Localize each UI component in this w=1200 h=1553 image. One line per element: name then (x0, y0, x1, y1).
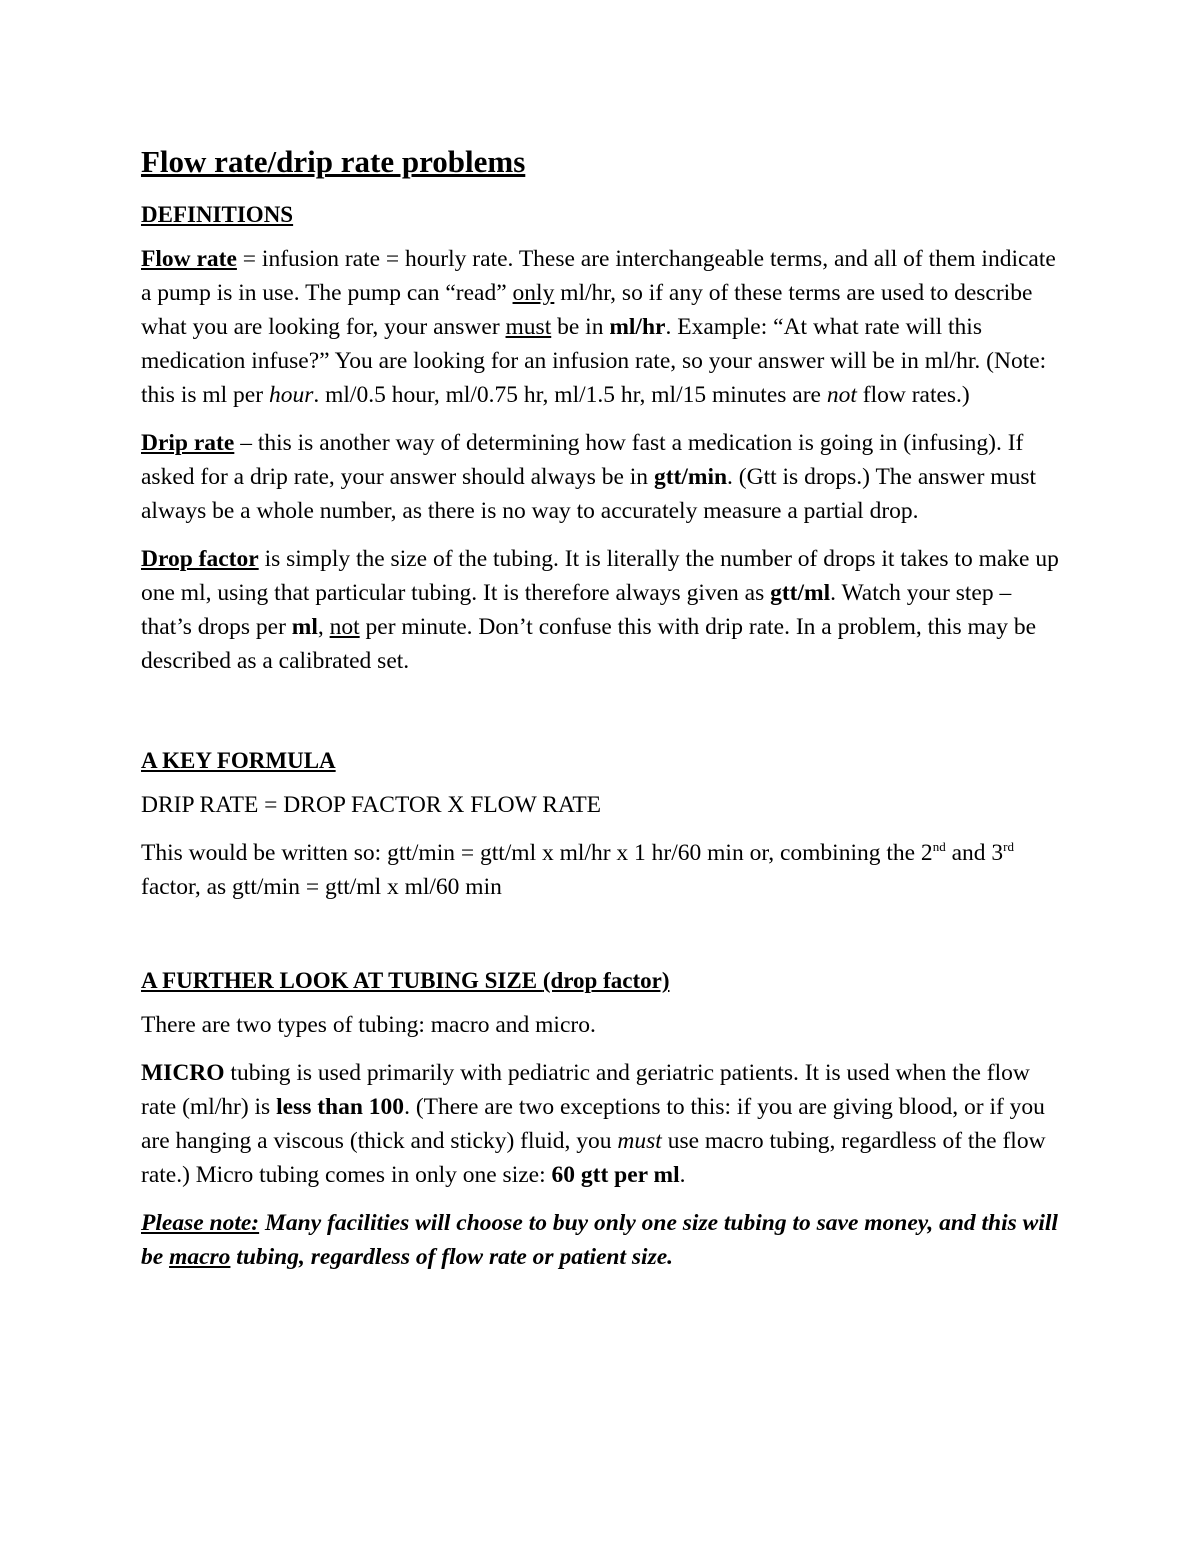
spacer (141, 918, 1061, 964)
text-span: per minute. Don’t confuse this with drip rate. In a problem, this may be described as a calibrated set. (141, 614, 1037, 674)
text-span: – this is another way of determining how fast a medication is going in (infusing). If asked for a drip rate, your answer should always be in (141, 430, 1024, 490)
text-span: . (679, 1162, 686, 1188)
page-title: Flow rate/drip rate problems (141, 144, 526, 179)
emphasis-mlhr: ml/hr (609, 314, 666, 340)
flow-rate-paragraph (141, 242, 1061, 412)
text-span: . (Gtt is drops.) The answer must always be a whole number, as there is no way to accurately measure a partial drop. (141, 464, 1036, 524)
emphasis-only: only (512, 280, 555, 306)
definitions-heading: DEFINITIONS (141, 202, 294, 227)
drop-factor-term: Drop factor (141, 546, 259, 572)
heading-subtext: (drop factor) (542, 968, 670, 993)
text-span: flow rates.) (856, 382, 970, 408)
superscript-rd: rd (1003, 839, 1014, 855)
text-span: tubing, regardless of flow rate or patient size. (230, 1244, 674, 1270)
emphasis-less-than: less than 100 (276, 1094, 405, 1120)
flow-rate-term: Flow rate (141, 246, 237, 272)
note-label: Please note: (141, 1210, 260, 1236)
formula-explanation (141, 836, 1061, 904)
text-span: be in (551, 314, 610, 340)
micro-paragraph (141, 1056, 1061, 1192)
spacer (141, 692, 1061, 744)
text-span: tubing is used primarily with pediatric and geriatric patients. It is used when the flow rate (ml/hr) is (141, 1060, 1030, 1120)
emphasis-must: must (505, 314, 552, 340)
emphasis-gttml: gtt/ml (770, 580, 831, 606)
text-span: = infusion rate = hourly rate. These are interchangeable terms, and all of them indicate a pump is in use. The pump can “read” (141, 246, 1056, 306)
emphasis-must: must (617, 1128, 662, 1154)
text-span: Many facilities will choose to buy only one size tubing to save money, and this will be (141, 1210, 1058, 1270)
text-span: is simply the size of the tubing. It is literally the number of drops it takes to make up one ml, using that particular tubing. It is therefore always given as (141, 546, 1059, 606)
please-note-paragraph (141, 1206, 1061, 1274)
tubing-intro: There are two types of tubing: macro and micro. (141, 1012, 596, 1038)
superscript-nd: nd (932, 839, 946, 855)
emphasis-gttmin: gtt/min (653, 464, 728, 490)
tubing-heading (141, 964, 1061, 998)
emphasis-not: not (826, 382, 857, 408)
text-span: . Example: “At what rate will this medication infuse?” You are looking for an infusion rate, so your answer will be in ml/hr. (Note: this is ml per (141, 314, 1047, 408)
formula-line: DRIP RATE = DROP FACTOR X FLOW RATE (141, 792, 602, 818)
drip-rate-term: Drip rate (141, 430, 235, 456)
key-formula-heading: A KEY FORMULA (141, 748, 336, 773)
emphasis-not: not (329, 614, 360, 640)
text-span: . Watch your step – that’s drops per (141, 580, 1012, 640)
emphasis-size: 60 gtt per ml (551, 1162, 680, 1188)
text-span: and 3 (945, 840, 1004, 866)
heading-text: A FURTHER LOOK AT TUBING SIZE (141, 968, 543, 993)
drop-factor-paragraph (141, 542, 1061, 678)
text-span: , (317, 614, 330, 640)
document-content (141, 142, 1061, 1288)
emphasis-macro: macro (169, 1244, 231, 1270)
emphasis-ml: ml (291, 614, 318, 640)
drip-rate-paragraph (141, 426, 1061, 528)
text-span: factor, as gtt/min = gtt/ml x ml/60 min (141, 874, 502, 900)
text-span: ml/hr, so if any of these terms are used to describe what you are looking for, your answer (141, 280, 1033, 340)
text-span: . (There are two exceptions to this: if you are giving blood, or if you are hanging a viscous (thick and sticky) fluid, you (141, 1094, 1045, 1154)
text-span: This would be written so: gtt/min = gtt/ml x ml/hr x 1 hr/60 min or, combining the 2 (141, 840, 933, 866)
text-span: use macro tubing, regardless of the flow rate.) Micro tubing comes in only one size: (141, 1128, 1046, 1188)
emphasis-hour: hour (268, 382, 314, 408)
micro-term: MICRO (141, 1060, 225, 1086)
text-span: . ml/0.5 hour, ml/0.75 hr, ml/1.5 hr, ml/15 minutes are (313, 382, 827, 408)
